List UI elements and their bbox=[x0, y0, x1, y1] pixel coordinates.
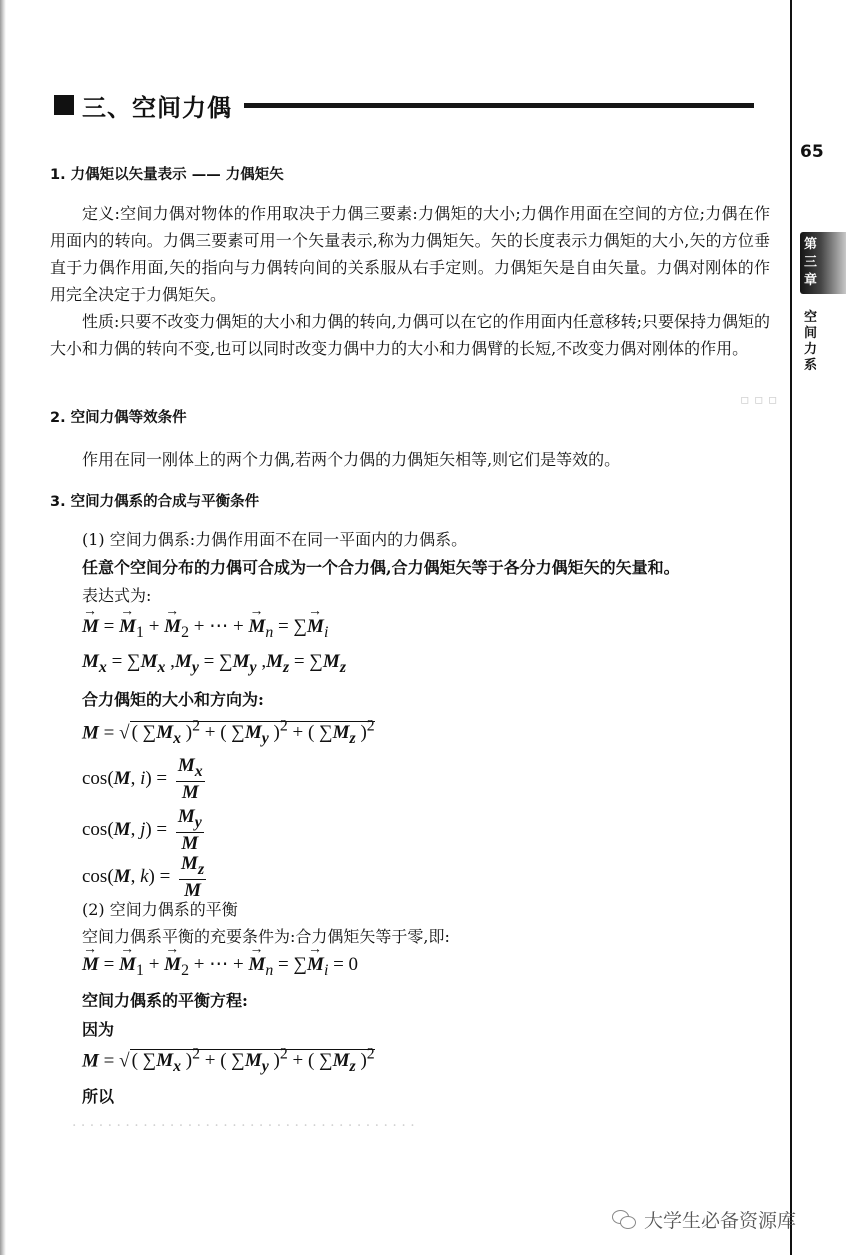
part1-text: 任意个空间分布的力偶可合成为一个合力偶,合力偶矩矢等于各分力偶矩矢的矢量和。 bbox=[82, 558, 680, 577]
wechat-icon bbox=[612, 1210, 638, 1230]
subsection-heading-1: 1. 力偶矩以矢量表示 —— 力偶矩矢 bbox=[50, 167, 284, 183]
chapter-tab bbox=[800, 232, 846, 294]
equivalence-paragraph: 作用在同一刚体上的两个力偶,若两个力偶的力偶矩矢相等,则它们是等效的。 bbox=[82, 450, 621, 469]
part1-title: (1) 空间力偶系:力偶作用面不在同一平面内的力偶系。 bbox=[82, 530, 468, 549]
because-label: 因为 bbox=[82, 1020, 115, 1039]
equilibrium-equation-label: 空间力偶系的平衡方程: bbox=[82, 991, 248, 1010]
margin-rule bbox=[790, 0, 792, 1255]
property-paragraph: 性质:只要不改变力偶矩的大小和力偶的转向,力偶可以在它的作用面内任意移转;只要保持力偶矩的大小和力偶的转向不变,也可以同时改变力偶中力的大小和力偶臂的长短,不改变力偶对刚体的作用。 bbox=[50, 312, 770, 358]
part2-text: 空间力偶系平衡的充要条件为:合力偶矩矢等于零,即: bbox=[82, 927, 450, 946]
subsection-heading-2: 2. 空间力偶等效条件 bbox=[50, 410, 187, 426]
therefore-label: 所以 bbox=[82, 1087, 115, 1106]
section-title-text: 三、空间力偶 bbox=[82, 93, 232, 122]
magnitude-label: 合力偶矩的大小和方向为: bbox=[82, 690, 264, 709]
chapter-name: 空间力系 bbox=[804, 310, 818, 373]
part2-title: (2) 空间力偶系的平衡 bbox=[82, 900, 238, 919]
watermark-text: 大学生必备资源库 bbox=[644, 1210, 797, 1232]
formula-cos-k: cos(M, k) = $\frac{M_z}{M}$ bbox=[82, 853, 205, 901]
formula-magnitude-repeat: M = √ ( $\sum M_x$ )$^2$ + ( $\sum M_y$ )$^2$ + ( $\sum M_z$ )$^2$ bbox=[82, 1046, 375, 1076]
definition-paragraph: 定义:空间力偶对物体的作用取决于力偶三要素:力偶矩的大小;力偶作用面在空间的方位;力偶在作用面内的转向。力偶三要素可用一个矢量表示,称为力偶矩矢。矢的长度表示力偶矩的大小,矢的方位垂直于力偶作用面,矢的指向与力偶转向间的关系服从右手定则。力偶矩矢是自由矢量。力偶对刚体的作用完全决定于力偶矩矢。 bbox=[50, 204, 770, 304]
formula-cos-j: cos(M, j) = $\frac{M_y}{M}$ bbox=[82, 806, 202, 854]
page-number: 65 bbox=[800, 142, 824, 162]
section-marker-icon bbox=[54, 95, 74, 115]
formula-cos-i: cos(M, i) = $\frac{M_x}{M}$ bbox=[82, 755, 203, 803]
expression-label: 表达式为: bbox=[82, 586, 152, 605]
section-title bbox=[54, 88, 754, 122]
subsection-heading-3: 3. 空间力偶系的合成与平衡条件 bbox=[50, 494, 260, 510]
formula-vector-sum: → M = → $M_1$ + → $M_2$ + ⋯ + → $M_n$ = ∑→ $M_i$ bbox=[82, 615, 328, 642]
formula-equilibrium: → M = → $M_1$ + → $M_2$ + ⋯ + → $M_n$ = ∑→ $M_i = 0$ bbox=[82, 953, 358, 980]
watermark bbox=[612, 1206, 796, 1233]
formula-magnitude: M = √ ( $\sum M_x$ )$^2$ + ( $\sum M_y$ )$^2$ + ( $\sum M_z$ )$^2$ bbox=[82, 718, 375, 748]
section-title-rule bbox=[244, 103, 754, 108]
chapter-tab-label: 第三章 bbox=[804, 237, 818, 288]
bleed-through: ▫ ▫ ▫ bbox=[740, 392, 778, 408]
page-edge-shadow bbox=[0, 0, 6, 1255]
formula-components: $M_x = \sum M_x$ $,M_y = \sum M_y$ $,M_z = \sum M_z$ bbox=[82, 651, 346, 676]
bleed-through: · · · · · · · · · · · · · · · · · · · · · · · · · · · · · · · · · · · · · · · bbox=[72, 1118, 415, 1134]
